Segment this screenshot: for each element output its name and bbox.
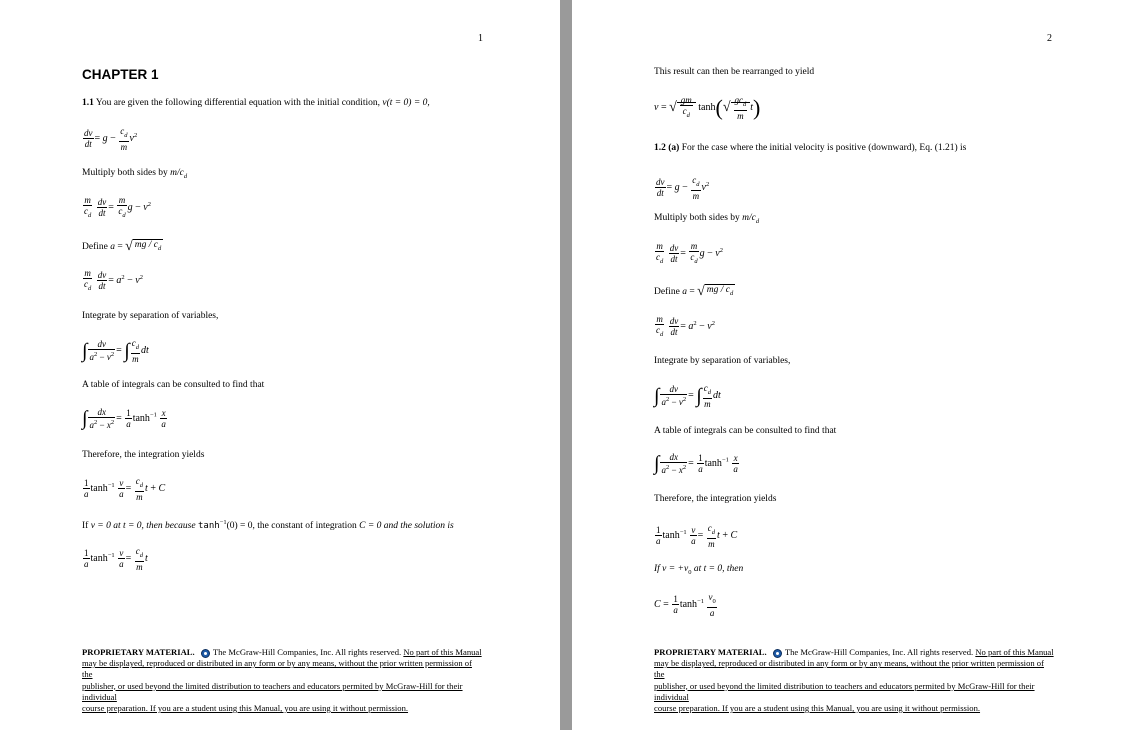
problem-2-label: 1.2 (a) bbox=[654, 143, 680, 153]
footer-notice-2: may be displayed, reproduced or distributed in any form or by any means, without the prior written permission of the bbox=[654, 658, 1044, 680]
condition-line: If v = 0 at t = 0, then because $\tanh^{-1}(0) = 0$, the constant of integration C = 0 and the solution is bbox=[82, 519, 454, 532]
define-line-2: Define a = √ mg / $c_d$ bbox=[654, 283, 734, 299]
define-text: Define bbox=[82, 242, 108, 253]
if-text-1: If bbox=[82, 521, 89, 532]
initial-condition: v(t = 0) = 0, bbox=[382, 98, 430, 108]
equation-table: ∫ $\frac{dx}{a^2 - x^2}$ = $\frac{1}{a}$ $\tanh^{-1}$ $\frac{x}{a}$ bbox=[82, 407, 166, 430]
equation-solution: $\frac{1}{a}$ $\tanh^{-1}$ $\frac{v}{a}$ = $\frac{c_d}{m}$ t bbox=[84, 546, 148, 572]
footer-copyright: The McGraw-Hill Companies, Inc. All rights reserved. bbox=[212, 647, 402, 657]
equation-velocity: v = √ $\frac{gm}{c_d}$ tanh(√ $\frac{gc_d}{m}$ t) bbox=[654, 94, 761, 121]
table-text: A table of integrals can be consulted to find that bbox=[82, 380, 265, 390]
footer-notice-2 bbox=[654, 647, 1056, 714]
if-text-5: C = 0 and the solution is bbox=[359, 521, 454, 532]
multiply-text-2: Multiply both sides by bbox=[654, 213, 740, 223]
footer-notice-1: No part of this Manual bbox=[975, 647, 1054, 657]
equation-integrated-2: $\frac{1}{a}$ $\tanh^{-1}$ $\frac{v}{a}$ = $\frac{c_d}{m}$ t + C bbox=[656, 523, 738, 549]
problem-label: 1.1 bbox=[82, 98, 94, 108]
page-number: 2 bbox=[1047, 33, 1052, 44]
equation-constant: C = $\frac{1}{a}$ $\tanh^{-1}$ $\frac{v_0}{a}$ bbox=[654, 592, 716, 618]
intro-text: You are given the following differential equation with the initial condition, bbox=[95, 98, 380, 108]
equation-ode-2: $\frac{dv}{dt}$ = g − $\frac{c_d}{m}$ $v^2$ bbox=[656, 175, 710, 201]
integrate-text: Integrate by separation of variables, bbox=[82, 311, 219, 321]
footer-notice-3: publisher, or used beyond the limited distribution to teachers and educators permited by McGraw-Hill for their individual bbox=[82, 680, 463, 702]
if-text-tail: at t = 0, then bbox=[693, 564, 744, 574]
multiply-line: Multiply both sides by $m/c_d$ bbox=[82, 168, 188, 180]
rearranged-text: This result can then be rearranged to yield bbox=[654, 67, 815, 77]
equation-integrated: $\frac{1}{a}$ $\tanh^{-1}$ $\frac{v}{a}$ = $\frac{c_d}{m}$ t + C bbox=[84, 476, 166, 502]
table-text-2: A table of integrals can be consulted to find that bbox=[654, 426, 837, 436]
if-text-2: v = 0 at t = 0, then because bbox=[90, 521, 196, 532]
copyright-icon bbox=[773, 649, 782, 658]
define-text-2: Define bbox=[654, 287, 680, 298]
footer-notice bbox=[82, 647, 484, 714]
case-text: For the case where the initial velocity is positive (downward), Eq. (1.21) is bbox=[681, 143, 967, 153]
document-page-2 bbox=[572, 0, 1138, 730]
multiply-text: Multiply both sides by bbox=[82, 168, 168, 178]
document-page-1 bbox=[0, 0, 560, 730]
equation-separated: ∫ $\frac{dv}{a^2 - v^2}$ = ∫ $\frac{c_d}{m}$ dt bbox=[82, 338, 149, 364]
footer-notice-3: publisher, or used beyond the limited distribution to teachers and educators permited by McGraw-Hill for their individual bbox=[654, 680, 1035, 702]
footer-notice-1: No part of this Manual bbox=[403, 647, 482, 657]
equation-ode: $\frac{dv}{dt}$ = g − $\frac{c_d}{m}$ $v^2$ bbox=[84, 126, 138, 152]
footer-notice-2: may be displayed, reproduced or distributed in any form or by any means, without the prior written permission of the bbox=[82, 658, 472, 680]
footer-notice-4: course preparation. If you are a student using this Manual, you are using it without permission. bbox=[82, 703, 409, 714]
equation-multiplied: $\frac{m}{c_d}$ $\frac{dv}{dt}$ = $\frac{m}{c_d}$ $g - v^2$ bbox=[84, 195, 151, 219]
copyright-icon bbox=[201, 649, 210, 658]
footer-copyright: The McGraw-Hill Companies, Inc. All rights reserved. bbox=[784, 647, 974, 657]
chapter-title: CHAPTER 1 bbox=[82, 67, 159, 82]
if-text: If v = +v bbox=[654, 564, 689, 574]
if-text-3: tanh bbox=[197, 521, 220, 532]
condition-line-2: If $v = +v_0$ at t = 0, then bbox=[654, 564, 744, 576]
if-text-4: (0) = 0, the constant of integration bbox=[226, 521, 357, 532]
footer-notice-4: course preparation. If you are a student using this Manual, you are using it without permission. bbox=[654, 703, 981, 714]
equation-separated-2: ∫ $\frac{dv}{a^2 - v^2}$ = ∫ $\frac{c_d}{m}$ dt bbox=[654, 383, 721, 409]
problem-2-line bbox=[654, 142, 966, 154]
equation-defined-2: $\frac{m}{c_d}$ $\frac{dv}{dt}$ = $a^2 - v^2$ bbox=[656, 314, 715, 338]
page-number: 1 bbox=[478, 33, 483, 44]
equation-table-2: ∫ $\frac{dx}{a^2 - x^2}$ = $\frac{1}{a}$ $\tanh^{-1}$ $\frac{x}{a}$ bbox=[654, 452, 738, 475]
footer-label: PROPRIETARY MATERIAL. bbox=[82, 647, 195, 657]
integrate-text-2: Integrate by separation of variables, bbox=[654, 356, 791, 366]
equation-defined: $\frac{m}{c_d}$ $\frac{dv}{dt}$ = $a^2 - v^2$ bbox=[84, 268, 143, 292]
problem-intro bbox=[82, 97, 430, 109]
footer-label: PROPRIETARY MATERIAL. bbox=[654, 647, 767, 657]
therefore-text-2: Therefore, the integration yields bbox=[654, 494, 777, 504]
therefore-text: Therefore, the integration yields bbox=[82, 450, 205, 460]
define-line: Define a = √ mg / $c_d$ bbox=[82, 238, 162, 254]
multiply-factor: m/c bbox=[170, 168, 184, 178]
multiply-factor-2: m/c bbox=[742, 213, 756, 223]
multiply-line-2: Multiply both sides by $m/c_d$ bbox=[654, 213, 760, 225]
equation-multiplied-2: $\frac{m}{c_d}$ $\frac{dv}{dt}$ = $\frac{m}{c_d}$ $g - v^2$ bbox=[656, 241, 723, 265]
